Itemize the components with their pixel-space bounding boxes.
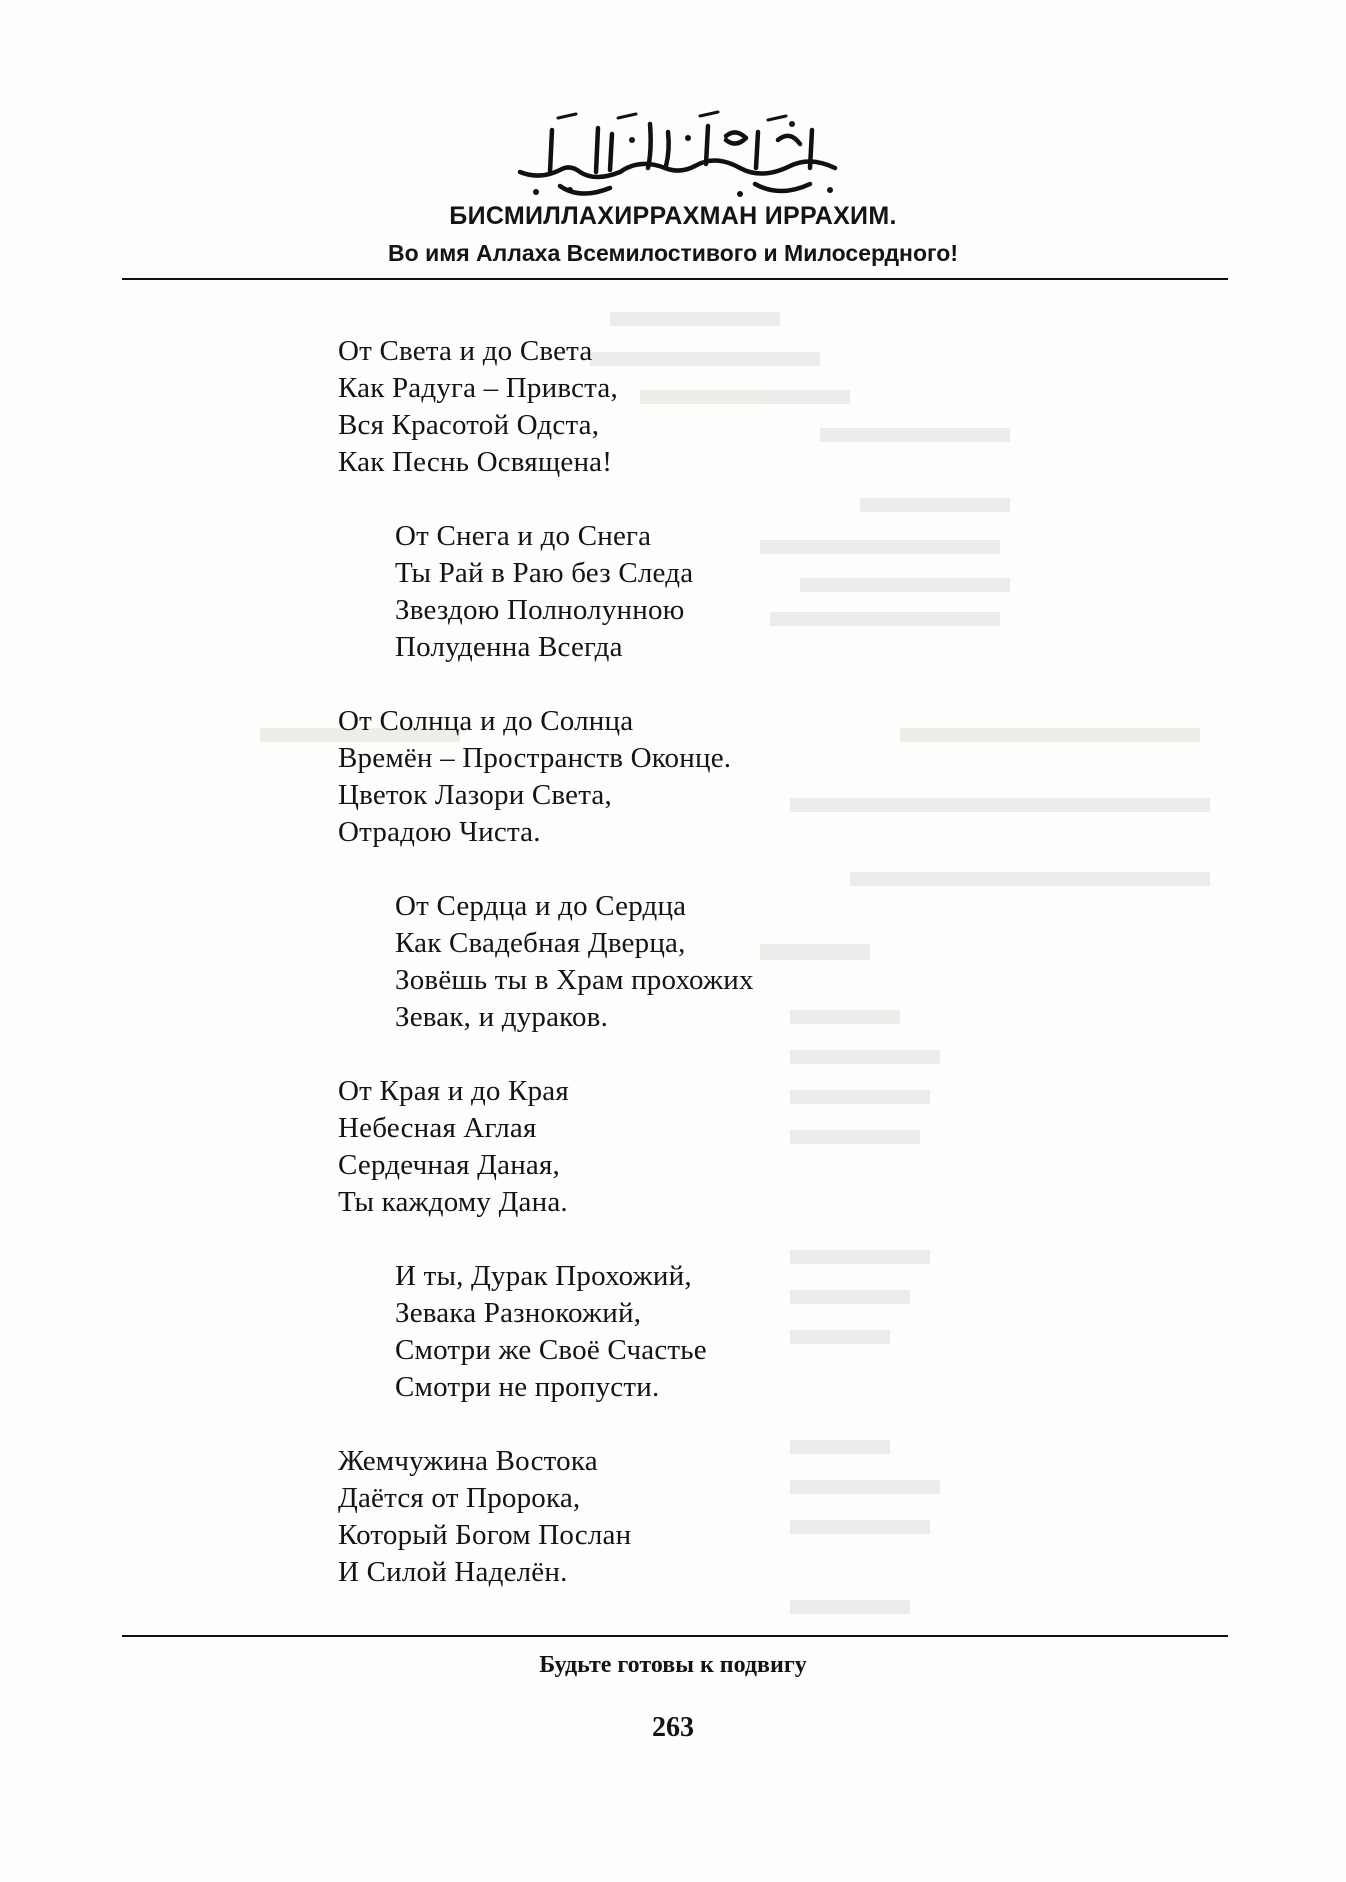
poem-line: Смотри же Своё Счастье [395,1334,707,1366]
poem-line: Сердечная Даная, [338,1149,560,1181]
header-title: БИСМИЛЛАХИРРАХМАН ИРРАХИМ. [449,202,897,230]
poem-line: От Света и до Света [338,335,593,367]
poem-line: Полуденна Всегда [395,631,623,663]
poem-line: Зевака Разнокожий, [395,1297,642,1329]
poem-line: Времён – Пространств Оконце. [338,742,732,774]
poem-line: Как Песнь Освящена! [338,446,613,478]
poem-line: Ты Рай в Раю без Следа [395,557,694,589]
poem-line: Даётся от Пророка, [338,1482,581,1514]
header-subtitle: Во имя Аллаха Всемилостивого и Милосердного! [388,240,958,266]
poem-line: И Силой Наделён. [338,1556,568,1588]
poem-line: Ты каждому Дана. [338,1186,568,1218]
poem-line: Как Радуга – Привста, [338,372,618,404]
poem-line: Небесная Аглая [338,1112,537,1144]
poem-line: Зовёшь ты в Храм прохожих [395,964,754,996]
poem-line: Звездою Полнолунною [395,594,685,626]
poem-line: Жемчужина Востока [338,1445,598,1477]
poem-line: Зевак, и дураков. [395,1001,609,1033]
poem-line: От Сердца и до Сердца [395,890,687,922]
poem-line: И ты, Дурак Прохожий, [395,1260,692,1292]
poem-line: Смотри не пропусти. [395,1371,660,1403]
poem-line: Цветок Лазори Света, [338,779,612,811]
poem-line: Вся Красотой Одста, [338,409,600,441]
poem-line: Отрадою Чиста. [338,816,541,848]
footer-divider [122,1635,1228,1637]
footer-book-title: Будьте готовы к подвигу [539,1652,807,1678]
page-number: 263 [652,1712,694,1743]
poem-line: Который Богом Послан [338,1519,632,1551]
poem-line: От Края и до Края [338,1075,569,1107]
poem-line: От Снега и до Снега [395,520,652,552]
poem-line: От Солнца и до Солнца [338,705,634,737]
poem-line: Как Свадебная Дверца, [395,927,686,959]
